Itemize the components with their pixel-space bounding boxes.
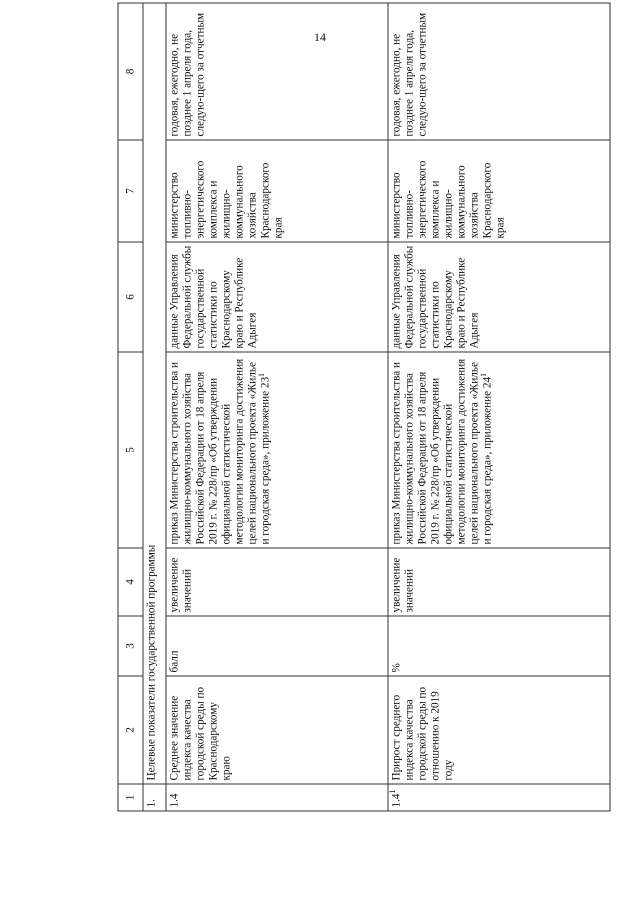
header-cell: 1 (118, 784, 143, 811)
row-number: $1.4^1$ (388, 784, 610, 811)
methodology-cell: приказ Министерства строительства и жилищно-коммунального хозяйства Российской Федерации от 18 апреля 2019 г. № 228/пр «Об утверждении официальной статистической методологии мониторинга достижения целей национального проекта «Жилье и городская среда», приложение $23^1$ (166, 352, 388, 548)
indicator-table-rotated (118, 4, 611, 812)
indicator-table (118, 3, 611, 812)
header-cell: 4 (118, 548, 143, 616)
header-cell: 8 (118, 3, 143, 140)
data-source-cell: данные Управления Федеральной службы государственной статистики по Краснодарскому краю и Республике Адыгея (166, 242, 388, 352)
trend-cell: увеличение значений (166, 548, 388, 616)
indicator-name: Среднее значение индекса качества городской среды по Краснодарскому краю (166, 676, 388, 784)
section-number: 1. (143, 784, 166, 811)
header-cell: 2 (118, 676, 143, 784)
responsible-cell: министерство топливно-энергетического комплекса и жилищно-коммунального хозяйства Краснодарского края (166, 140, 388, 242)
header-cell: 5 (118, 352, 143, 548)
unit-cell: % (388, 616, 610, 676)
header-cell: 7 (118, 140, 143, 242)
table-row (166, 3, 388, 811)
page-number: 14 (314, 30, 326, 44)
header-cell: 6 (118, 242, 143, 352)
section-title: Целевые показатели государственной программы (143, 3, 166, 784)
methodology-cell: приказ Министерства строительства и жилищно-коммунального хозяйства Российской Федерации от 18 апреля 2019 г. № 228/пр «Об утверждении официальной статистической методологии мониторинга достижения целей национального проекта «Жилье и городская среда», приложение $24^1$ (388, 352, 610, 548)
row-number: 1.4 (166, 784, 388, 811)
section-row (143, 3, 166, 811)
periodicity-cell: годовая, ежегодно, не позднее 1 апреля года, следую-щего за отчетным (388, 3, 610, 140)
responsible-cell: министерство топливно-энергетического комплекса и жилищно-коммунального хозяйства Краснодарского края (388, 140, 610, 242)
header-cell: 3 (118, 616, 143, 676)
trend-cell: увеличение значений (388, 548, 610, 616)
data-source-cell: данные Управления Федеральной службы государственной статистики по Краснодарскому краю и Республике Адыгея (388, 242, 610, 352)
header-row (118, 3, 143, 811)
indicator-name: Прирост среднего индекса качества городской среды по отношению к 2019 году (388, 676, 610, 784)
periodicity-cell: годовая, ежегодно, не позднее 1 апреля года, следую-щего за отчетным (166, 3, 388, 140)
table-row (388, 3, 610, 811)
unit-cell: балл (166, 616, 388, 676)
